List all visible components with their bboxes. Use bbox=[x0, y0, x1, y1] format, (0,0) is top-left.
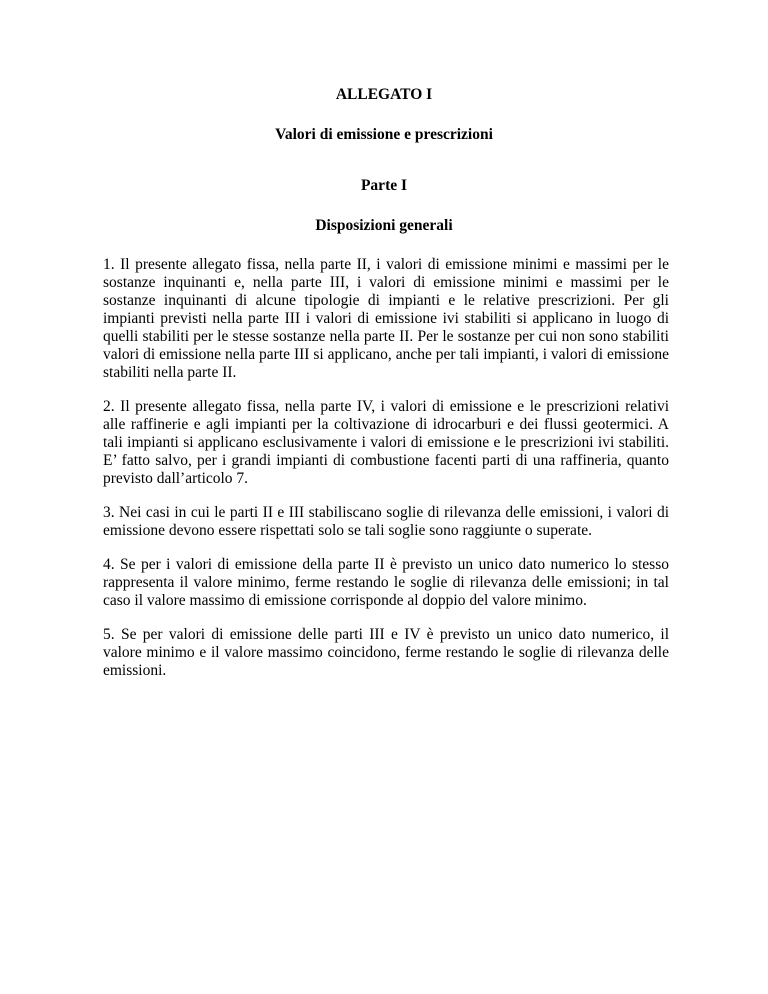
document-body bbox=[103, 256, 669, 696]
part-title: Parte I bbox=[360, 177, 408, 194]
paragraph-1: 1. Il presente allegato fissa, nella parte II, i valori di emissione minimi e massimi per le sostanze inquinanti e, nella parte III, i valori di emissione minimi e massimi per le sostanze inquinanti di alcune tipologie di impianti e le relative prescrizioni. Per gli impianti previsti nella parte III i valori di emissione ivi stabiliti si applicano in luogo di quelli stabiliti per le stesse sostanze nella parte II. Per le sostanze per cui non sono stabiliti valori di emissione nella parte III si applicano, anche per tali impianti, i valori di emissione stabiliti nella parte II. bbox=[103, 256, 669, 381]
section-title: Disposizioni generali bbox=[315, 217, 453, 234]
paragraph-2: 2. Il presente allegato fissa, nella parte IV, i valori di emissione e le prescrizioni relativi alle raffinerie e agli impianti per la coltivazione di idrocarburi e dei flussi geotermici. A tali impianti si applicano esclusivamente i valori di emissione e le prescrizioni ivi stabiliti. E’ fatto salvo, per i grandi impianti di combustione facenti parti di una raffineria, quanto previsto dall’articolo 7. bbox=[103, 398, 669, 487]
paragraph-4: 4. Se per i valori di emissione della parte II è previsto un unico dato numerico lo stesso rappresenta il valore minimo, ferme restando le soglie di rilevanza delle emissioni; in tal caso il valore massimo di emissione corrisponde al doppio del valore minimo. bbox=[103, 556, 669, 609]
paragraph-3: 3. Nei casi in cui le parti II e III stabiliscano soglie di rilevanza delle emissioni, i valori di emissione devono essere rispettati solo se tali soglie sono raggiunte o superate. bbox=[103, 504, 669, 539]
paragraph-5: 5. Se per valori di emissione delle parti III e IV è previsto un unico dato numerico, il valore minimo e il valore massimo coincidono, ferme restando le soglie di rilevanza delle emissioni. bbox=[103, 626, 669, 679]
document-title: ALLEGATO I bbox=[335, 86, 433, 103]
document-subtitle: Valori di emissione e prescrizioni bbox=[275, 126, 493, 143]
